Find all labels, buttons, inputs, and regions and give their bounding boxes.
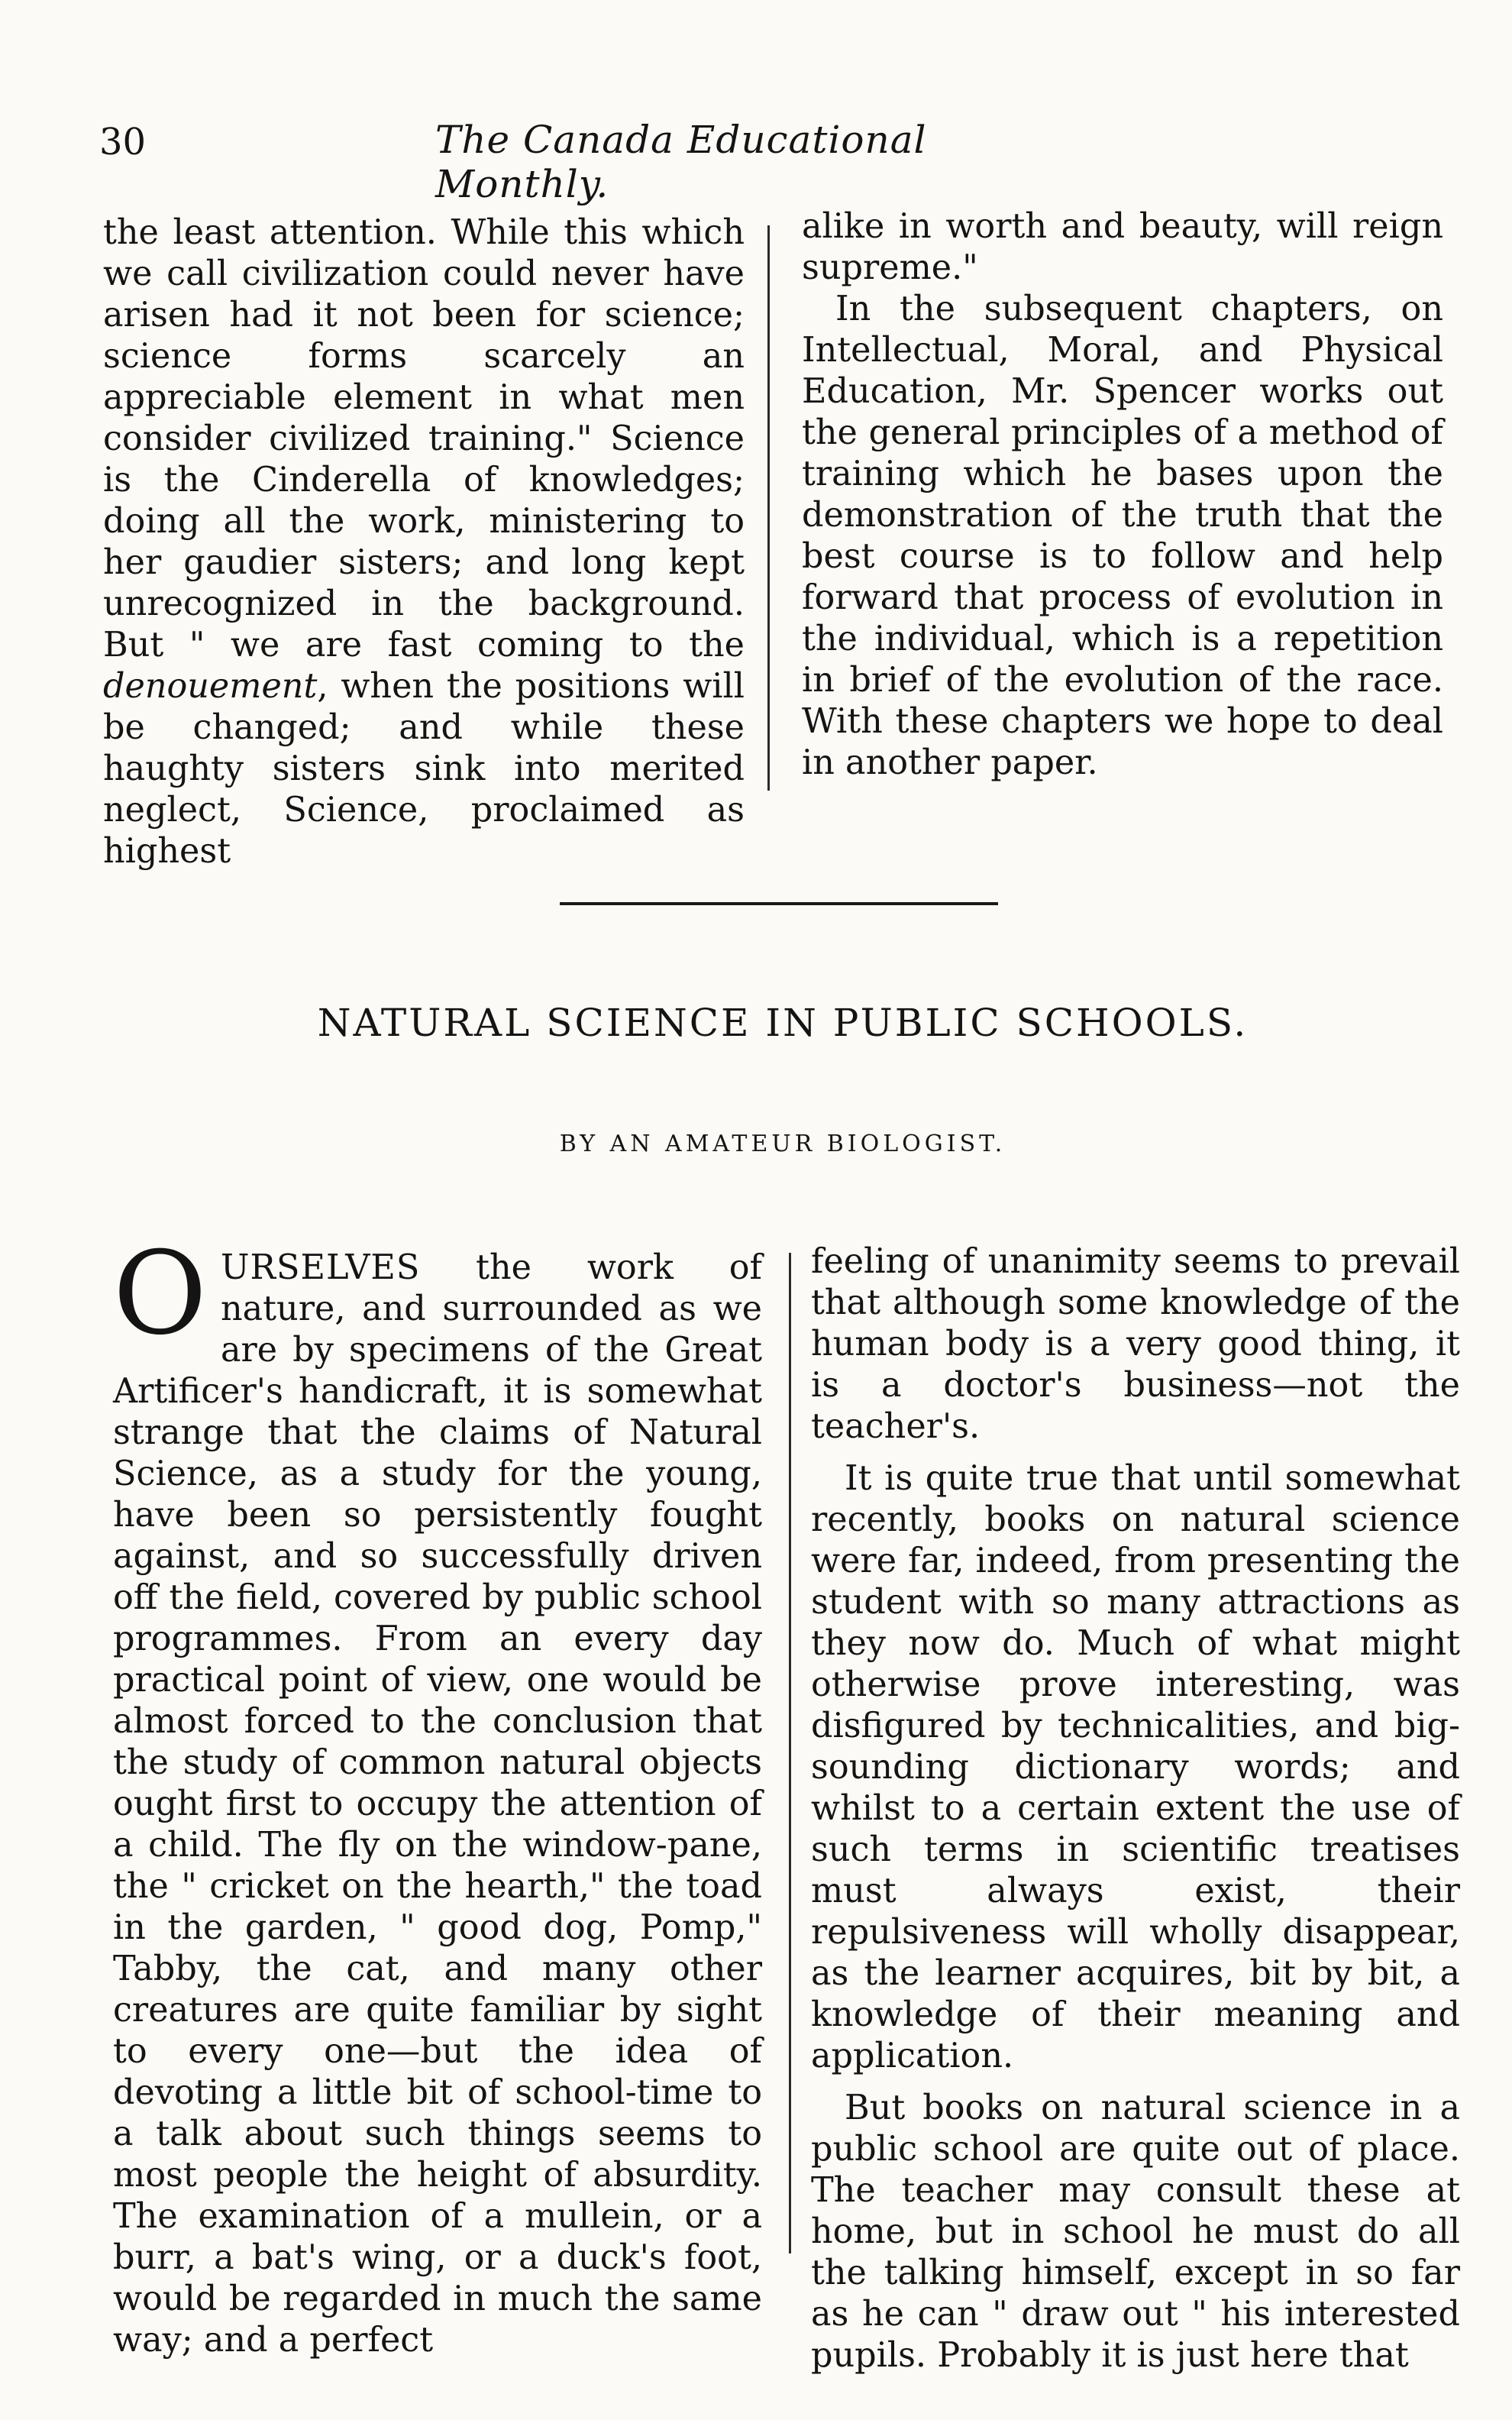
opening-caps: URSELVES [220,1248,421,1287]
column-divider [789,1253,791,2253]
previous-article-paragraph: In the subsequent chapters, on Intellectual, Moral, and Physical Education, Mr. Spencer works out the general principles of a method of training which he bases upon the demonstration of the truth that the best course is to follow and help forward that process of evolution in the individual, which is a repetition in brief of the evolution of the race. With these chapters we hope to deal in another paper. [802,290,1443,782]
article-paragraph: It is quite true that until somewhat recently, books on natural science were far, indeed, from presenting the student with so many attractions as they now do. Much of what might otherwise prove interesting, was disfigured by technicalities, and big-sounding dictionary words; and whilst to a certain extent the use of such terms in scientific treatises must always exist, their repulsiveness will wholly disappear, as the learner acquires, bit by bit, a knowledge of their meaning and application. [811,1459,1460,2075]
previous-article-left-column [103,212,745,872]
article-right-column [811,1241,1460,2376]
page-number: 30 [99,121,147,163]
column-divider [767,225,770,791]
section-divider-rule [560,902,998,905]
previous-article-paragraph: the least attention. While this which we call civilization could never have arisen had it not been for science; science forms scarcely an appreciable element in what men consider civilized training." Science is the Cinderella of knowledges; doing all the work, ministering to her gaudier sisters; and long kept unrecognized in the background. But " we are fast coming to the denouement, when the positions will be changed; and while these haughty sisters sink into merited neglect, Science, proclaimed as highest [103,213,745,871]
page-header [99,115,1092,206]
previous-article-right-column [802,206,1443,784]
previous-article-paragraph: alike in worth and beauty, will reign supreme." [802,207,1443,287]
article-title: NATURAL SCIENCE IN PUBLIC SCHOOLS. [317,1001,1249,1045]
article-byline: BY AN AMATEUR BIOLOGIST. [559,1131,1006,1157]
running-title: The Canada Educational Monthly. [435,118,927,206]
italic-word: denouement [103,667,318,706]
article-paragraph: But books on natural science in a public school are quite out of place. The teacher may consult these at home, but in school he must do all the talking himself, except in so far as he can " draw out " his interested pupils. Probably it is just here that [811,2088,1460,2375]
article-left-column [113,1228,762,2361]
article-opening-paragraph: OURSELVES the work of nature, and surrounded as we are by specimens of the Great Artificer's handicraft, it is somewhat strange that the claims of Natural Science, as a study for the young, have been so persistently fought against, and so successfully driven off the field, covered by public school programmes. From an every day practical point of view, one would be almost forced to the conclusion that the study of common natural objects ought first to occupy the attention of a child. The fly on the window-pane, the " cricket on the hearth," the toad in the garden, " good dog, Pomp," Tabby, the cat, and many other creatures are quite familiar by sight to every one—but the idea of devoting a little bit of school-time to a talk about such things seems to most people the height of absurdity. The examination of a mullein, or a burr, a bat's wing, or a duck's foot, would be regarded in much the same way; and a perfect [113,1228,762,2360]
drop-cap: O [113,1228,207,1360]
article-paragraph: feeling of unanimity seems to prevail that although some knowledge of the human body is a very good thing, it is a doctor's business—not the teacher's. [811,1242,1460,1446]
